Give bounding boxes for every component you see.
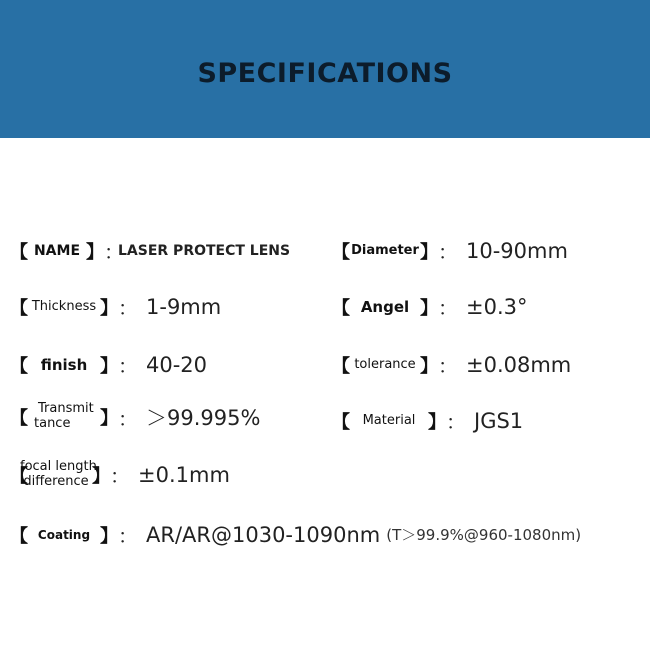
spec-value: JGS1 bbox=[474, 408, 524, 433]
spec-coating bbox=[10, 520, 581, 549]
spec-label: Angel bbox=[360, 297, 410, 316]
spec-value: 40-20 bbox=[146, 352, 208, 377]
spec-value: ±0.08mm bbox=[466, 352, 572, 377]
bracket-close: 】 bbox=[100, 408, 118, 429]
spec-diameter bbox=[332, 236, 568, 265]
spec-angel bbox=[332, 292, 528, 321]
spec-label bbox=[20, 459, 97, 490]
bracket-open: 【 bbox=[10, 241, 28, 263]
bracket-close: 】 bbox=[100, 297, 118, 319]
spec-focal-length-difference bbox=[10, 460, 230, 490]
bracket-open: 【 bbox=[10, 297, 28, 319]
spec-label-line2: tance bbox=[34, 416, 71, 431]
spec-value: AR/AR@1030-1090nm bbox=[146, 522, 381, 547]
spec-label: Coating bbox=[37, 527, 91, 542]
colon: ： bbox=[110, 464, 130, 489]
spec-value: LASER PROTECT LENS bbox=[118, 242, 291, 259]
bracket-close: 】 bbox=[92, 465, 110, 487]
spec-label-line1: focal length bbox=[20, 459, 97, 474]
spec-value: 1-9mm bbox=[146, 294, 222, 319]
colon: ： bbox=[438, 354, 458, 378]
spec-tolerance bbox=[332, 350, 571, 379]
spec-note: (T＞99.9%@960-1080nm) bbox=[386, 526, 582, 544]
bracket-close: 】 bbox=[420, 297, 438, 319]
colon: ： bbox=[118, 296, 138, 320]
page-title: SPECIFICATIONS bbox=[197, 58, 453, 89]
bracket-close: 】 bbox=[420, 355, 438, 377]
colon: ： bbox=[438, 240, 458, 264]
spec-label: tolerance bbox=[354, 357, 416, 372]
spec-label-line1: Transmit bbox=[38, 401, 94, 417]
colon: ： bbox=[118, 406, 138, 431]
colon: ： bbox=[446, 410, 466, 434]
colon: ： bbox=[118, 354, 138, 378]
bracket-open: 【 bbox=[10, 525, 28, 547]
bracket-close: 】 bbox=[420, 241, 438, 263]
spec-label: NAME bbox=[33, 242, 81, 259]
colon: ： bbox=[118, 524, 138, 548]
spec-value: ±0.3° bbox=[466, 294, 528, 319]
bracket-close: 】 bbox=[100, 355, 118, 377]
spec-transmittance bbox=[10, 402, 260, 432]
bracket-open: 【 bbox=[332, 355, 350, 377]
spec-label: Material bbox=[362, 413, 416, 428]
bracket-open: 【 bbox=[10, 465, 28, 487]
spec-name bbox=[10, 236, 290, 265]
bracket-close: 】 bbox=[428, 411, 446, 433]
spec-label: finish bbox=[40, 355, 88, 374]
bracket-open: 【 bbox=[10, 408, 28, 429]
spec-label: Thickness bbox=[31, 299, 97, 314]
spec-thickness bbox=[10, 292, 221, 321]
bracket-close: 】 bbox=[100, 525, 118, 547]
colon: ： bbox=[104, 240, 124, 264]
spec-material bbox=[332, 406, 523, 435]
spec-value: ±0.1mm bbox=[138, 462, 230, 487]
bracket-close: 】 bbox=[86, 241, 104, 263]
spec-finish bbox=[10, 350, 207, 379]
spec-value: ＞99.995% bbox=[146, 406, 261, 430]
spec-label bbox=[28, 402, 100, 432]
header-banner bbox=[0, 0, 650, 138]
bracket-open: 【 bbox=[332, 297, 350, 319]
colon: ： bbox=[438, 296, 458, 320]
bracket-open: 【 bbox=[332, 411, 350, 433]
spec-value: 10-90mm bbox=[466, 238, 568, 263]
spec-label-line2: difference bbox=[23, 473, 89, 489]
spec-label: Diameter bbox=[351, 243, 419, 258]
bracket-open: 【 bbox=[10, 355, 28, 377]
bracket-open: 【 bbox=[332, 241, 350, 263]
